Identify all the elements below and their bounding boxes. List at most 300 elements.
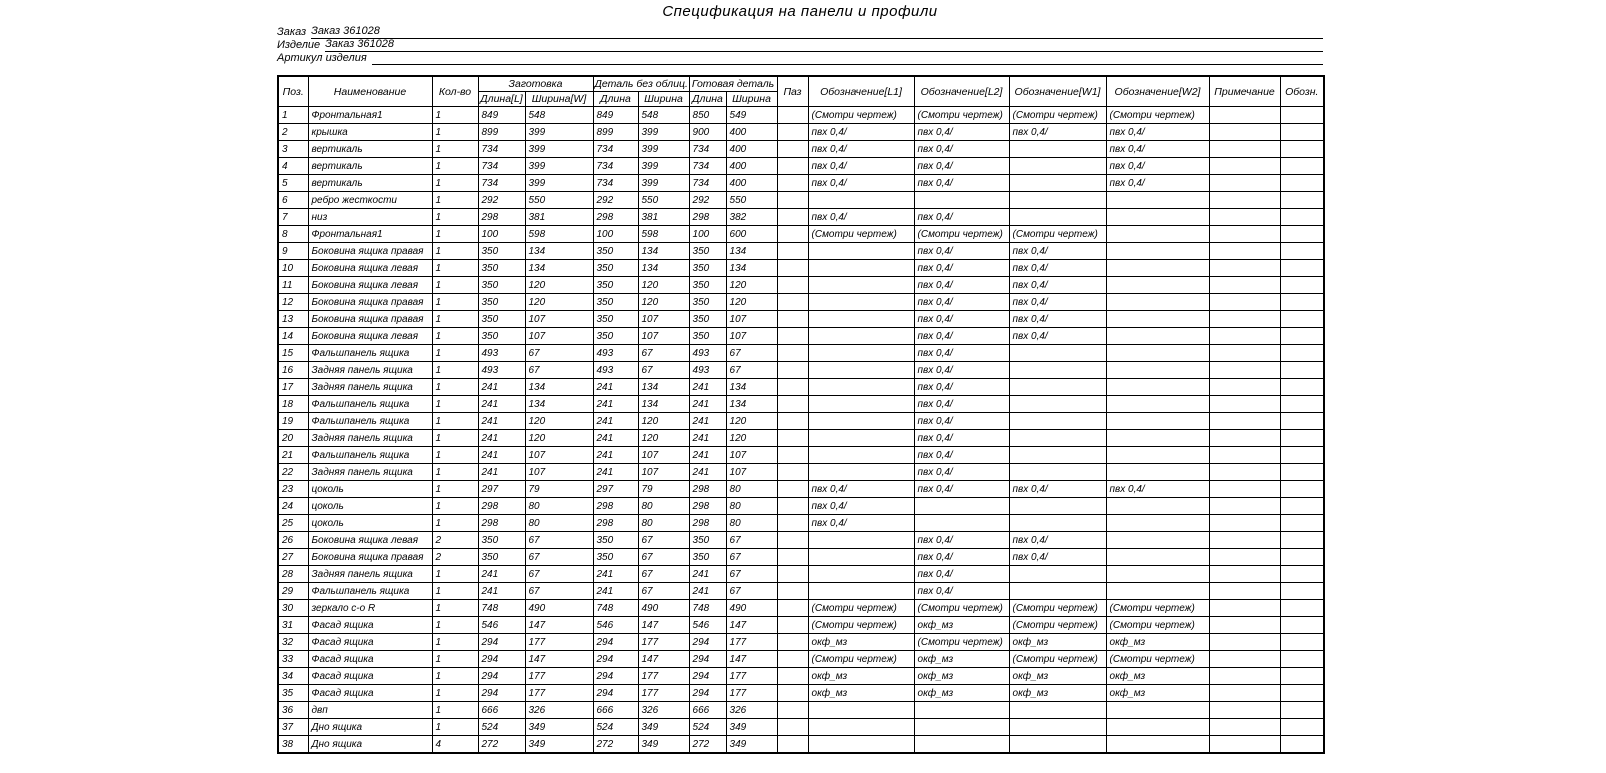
cell-name: Задняя панель ящика: [308, 464, 432, 481]
cell-designation-w2: [1106, 447, 1209, 464]
table-row: [278, 158, 1324, 175]
cell-qty: 1: [432, 379, 478, 396]
cell-pos: 27: [278, 549, 308, 566]
cell-blank-length: 493: [478, 345, 525, 362]
cell-designation-l2: пвх 0,4/: [914, 124, 1009, 141]
cell-designation-w1: [1009, 430, 1106, 447]
cell-finished-width: 67: [726, 566, 777, 583]
cell-qty: 1: [432, 634, 478, 651]
cell-groove: [777, 226, 808, 243]
cell-blank-length: 849: [478, 107, 525, 124]
cell-note: [1209, 634, 1280, 651]
cell-note: [1209, 362, 1280, 379]
cell-name: Задняя панель ящика: [308, 379, 432, 396]
cell-designation-l1: (Смотри чертеж): [808, 226, 914, 243]
cell-pos: 12: [278, 294, 308, 311]
cell-groove: [777, 549, 808, 566]
cell-finished-length: 350: [689, 277, 726, 294]
cell-name: Задняя панель ящика: [308, 430, 432, 447]
cell-name: Боковина ящика левая: [308, 260, 432, 277]
order-field-label: Заказ: [277, 26, 307, 38]
cell-blank-length: 666: [478, 702, 525, 719]
cell-designation-w1: (Смотри чертеж): [1009, 617, 1106, 634]
cell-groove: [777, 447, 808, 464]
cell-designation-w1: [1009, 209, 1106, 226]
cell-qty: 1: [432, 175, 478, 192]
table-row: [278, 294, 1324, 311]
cell-unfaced-width: 548: [638, 107, 689, 124]
cell-unfaced-length: 297: [593, 481, 638, 498]
cell-qty: 1: [432, 124, 478, 141]
cell-designation-l1: (Смотри чертеж): [808, 617, 914, 634]
cell-name: Фасад ящика: [308, 634, 432, 651]
cell-designation: [1280, 328, 1324, 345]
cell-finished-width: 600: [726, 226, 777, 243]
table-row: [278, 447, 1324, 464]
cell-groove: [777, 532, 808, 549]
cell-designation-w2: (Смотри чертеж): [1106, 600, 1209, 617]
cell-unfaced-length: 493: [593, 345, 638, 362]
cell-designation: [1280, 447, 1324, 464]
cell-blank-width: 120: [525, 430, 593, 447]
cell-name: Фронтальная1: [308, 107, 432, 124]
cell-designation: [1280, 566, 1324, 583]
cell-finished-length: 241: [689, 464, 726, 481]
cell-blank-length: 294: [478, 651, 525, 668]
cell-name: Фасад ящика: [308, 617, 432, 634]
cell-unfaced-length: 100: [593, 226, 638, 243]
cell-blank-length: 350: [478, 549, 525, 566]
cell-qty: 1: [432, 192, 478, 209]
cell-designation-w2: [1106, 345, 1209, 362]
cell-note: [1209, 192, 1280, 209]
cell-finished-width: 349: [726, 736, 777, 754]
cell-designation-w2: [1106, 532, 1209, 549]
cell-unfaced-width: 147: [638, 651, 689, 668]
cell-designation-l1: [808, 243, 914, 260]
cell-blank-length: 350: [478, 260, 525, 277]
cell-finished-width: 550: [726, 192, 777, 209]
cell-blank-length: 294: [478, 668, 525, 685]
cell-note: [1209, 277, 1280, 294]
cell-designation-w1: пвх 0,4/: [1009, 277, 1106, 294]
cell-pos: 7: [278, 209, 308, 226]
cell-designation-w1: [1009, 175, 1106, 192]
cell-groove: [777, 396, 808, 413]
cell-pos: 22: [278, 464, 308, 481]
cell-pos: 21: [278, 447, 308, 464]
cell-groove: [777, 107, 808, 124]
table-row: [278, 532, 1324, 549]
cell-groove: [777, 736, 808, 754]
cell-blank-length: 350: [478, 243, 525, 260]
cell-designation-w2: [1106, 379, 1209, 396]
cell-qty: 1: [432, 107, 478, 124]
cell-name: Фальшпанель ящика: [308, 447, 432, 464]
cell-designation: [1280, 634, 1324, 651]
cell-designation-l1: [808, 430, 914, 447]
cell-designation-l1: пвх 0,4/: [808, 124, 914, 141]
cell-finished-length: 350: [689, 532, 726, 549]
column-header-pos: Поз.: [278, 76, 308, 107]
cell-designation-l1: [808, 345, 914, 362]
cell-groove: [777, 413, 808, 430]
cell-finished-width: 177: [726, 634, 777, 651]
cell-designation-w2: [1106, 226, 1209, 243]
cell-blank-width: 120: [525, 277, 593, 294]
cell-designation-w1: пвх 0,4/: [1009, 311, 1106, 328]
cell-note: [1209, 396, 1280, 413]
cell-unfaced-width: 120: [638, 413, 689, 430]
cell-pos: 28: [278, 566, 308, 583]
cell-designation-w2: [1106, 260, 1209, 277]
cell-finished-length: 294: [689, 668, 726, 685]
cell-groove: [777, 515, 808, 532]
table-row: [278, 685, 1324, 702]
cell-note: [1209, 532, 1280, 549]
cell-blank-length: 298: [478, 209, 525, 226]
cell-designation-w1: [1009, 498, 1106, 515]
cell-finished-length: 292: [689, 192, 726, 209]
cell-designation: [1280, 668, 1324, 685]
cell-name: крышка: [308, 124, 432, 141]
cell-designation-l2: пвх 0,4/: [914, 345, 1009, 362]
article-field-value: [372, 51, 1323, 65]
cell-blank-width: 147: [525, 651, 593, 668]
cell-finished-width: 80: [726, 481, 777, 498]
cell-qty: 1: [432, 226, 478, 243]
cell-unfaced-length: 241: [593, 396, 638, 413]
cell-designation-l2: [914, 498, 1009, 515]
cell-unfaced-length: 241: [593, 379, 638, 396]
cell-blank-length: 241: [478, 464, 525, 481]
table-row: [278, 124, 1324, 141]
cell-designation-l2: пвх 0,4/: [914, 464, 1009, 481]
cell-finished-width: 120: [726, 277, 777, 294]
cell-finished-length: 241: [689, 430, 726, 447]
cell-designation-w2: (Смотри чертеж): [1106, 107, 1209, 124]
cell-finished-length: 734: [689, 141, 726, 158]
cell-unfaced-width: 349: [638, 719, 689, 736]
cell-designation-w2: [1106, 515, 1209, 532]
cell-designation-l1: [808, 413, 914, 430]
cell-unfaced-width: 120: [638, 277, 689, 294]
cell-unfaced-width: 550: [638, 192, 689, 209]
cell-name: вертикаль: [308, 175, 432, 192]
cell-designation-l2: (Смотри чертеж): [914, 107, 1009, 124]
cell-pos: 3: [278, 141, 308, 158]
cell-designation-w1: (Смотри чертеж): [1009, 107, 1106, 124]
cell-designation-l2: пвх 0,4/: [914, 294, 1009, 311]
cell-groove: [777, 617, 808, 634]
cell-groove: [777, 481, 808, 498]
cell-unfaced-length: 241: [593, 430, 638, 447]
cell-note: [1209, 175, 1280, 192]
table-row: [278, 362, 1324, 379]
cell-blank-length: 734: [478, 141, 525, 158]
cell-pos: 4: [278, 158, 308, 175]
cell-blank-width: 67: [525, 362, 593, 379]
cell-designation-l1: [808, 362, 914, 379]
cell-qty: 1: [432, 719, 478, 736]
cell-designation: [1280, 651, 1324, 668]
cell-unfaced-width: 177: [638, 634, 689, 651]
cell-unfaced-length: 524: [593, 719, 638, 736]
cell-designation-w1: пвх 0,4/: [1009, 124, 1106, 141]
cell-note: [1209, 617, 1280, 634]
cell-unfaced-width: 134: [638, 396, 689, 413]
cell-note: [1209, 447, 1280, 464]
cell-unfaced-length: 748: [593, 600, 638, 617]
cell-groove: [777, 158, 808, 175]
cell-qty: 1: [432, 617, 478, 634]
column-header-note: Примечание: [1209, 76, 1280, 107]
cell-designation-w1: пвх 0,4/: [1009, 243, 1106, 260]
cell-designation-l2: пвх 0,4/: [914, 379, 1009, 396]
cell-blank-width: 177: [525, 668, 593, 685]
cell-designation-l2: пвх 0,4/: [914, 260, 1009, 277]
cell-blank-length: 298: [478, 498, 525, 515]
table-row: [278, 209, 1324, 226]
cell-unfaced-length: 350: [593, 311, 638, 328]
cell-finished-length: 294: [689, 651, 726, 668]
cell-note: [1209, 345, 1280, 362]
cell-blank-length: 272: [478, 736, 525, 754]
cell-blank-width: 107: [525, 328, 593, 345]
cell-pos: 31: [278, 617, 308, 634]
cell-qty: 1: [432, 362, 478, 379]
cell-unfaced-width: 67: [638, 566, 689, 583]
cell-qty: 1: [432, 668, 478, 685]
cell-designation-w2: пвх 0,4/: [1106, 158, 1209, 175]
cell-blank-width: 120: [525, 413, 593, 430]
cell-note: [1209, 600, 1280, 617]
cell-blank-length: 292: [478, 192, 525, 209]
table-row: [278, 583, 1324, 600]
cell-pos: 35: [278, 685, 308, 702]
cell-qty: 1: [432, 328, 478, 345]
cell-designation-w2: [1106, 294, 1209, 311]
cell-blank-width: 67: [525, 566, 593, 583]
cell-unfaced-width: 381: [638, 209, 689, 226]
cell-designation-l1: (Смотри чертеж): [808, 600, 914, 617]
cell-unfaced-width: 80: [638, 515, 689, 532]
cell-designation-l1: (Смотри чертеж): [808, 107, 914, 124]
cell-designation: [1280, 345, 1324, 362]
cell-qty: 1: [432, 311, 478, 328]
cell-finished-length: 241: [689, 583, 726, 600]
cell-unfaced-length: 734: [593, 141, 638, 158]
cell-designation-w2: [1106, 396, 1209, 413]
cell-unfaced-width: 134: [638, 243, 689, 260]
cell-groove: [777, 243, 808, 260]
cell-pos: 9: [278, 243, 308, 260]
cell-finished-length: 350: [689, 294, 726, 311]
table-row: [278, 396, 1324, 413]
cell-pos: 25: [278, 515, 308, 532]
cell-designation: [1280, 141, 1324, 158]
table-row: [278, 464, 1324, 481]
cell-blank-width: 326: [525, 702, 593, 719]
table-row: [278, 634, 1324, 651]
cell-designation-w2: [1106, 736, 1209, 754]
cell-name: Фальшпанель ящика: [308, 396, 432, 413]
cell-groove: [777, 260, 808, 277]
cell-groove: [777, 379, 808, 396]
cell-qty: 1: [432, 447, 478, 464]
column-header-blank-width: Ширина[W]: [525, 92, 593, 107]
cell-finished-width: 549: [726, 107, 777, 124]
cell-blank-length: 241: [478, 583, 525, 600]
cell-designation-w1: [1009, 515, 1106, 532]
cell-pos: 29: [278, 583, 308, 600]
table-row: [278, 736, 1324, 754]
cell-unfaced-length: 294: [593, 651, 638, 668]
cell-designation: [1280, 260, 1324, 277]
table-row: [278, 600, 1324, 617]
column-group-unfaced: Деталь без облиц.: [594, 78, 688, 90]
cell-pos: 1: [278, 107, 308, 124]
cell-note: [1209, 124, 1280, 141]
cell-blank-width: 67: [525, 583, 593, 600]
cell-qty: 1: [432, 243, 478, 260]
cell-designation: [1280, 226, 1324, 243]
column-header-finished-width: Ширина: [726, 92, 777, 107]
cell-designation-w2: (Смотри чертеж): [1106, 617, 1209, 634]
cell-unfaced-length: 294: [593, 634, 638, 651]
cell-note: [1209, 141, 1280, 158]
cell-designation: [1280, 209, 1324, 226]
cell-pos: 36: [278, 702, 308, 719]
table-row: [278, 226, 1324, 243]
cell-pos: 18: [278, 396, 308, 413]
cell-pos: 30: [278, 600, 308, 617]
cell-qty: 1: [432, 481, 478, 498]
cell-finished-length: 350: [689, 311, 726, 328]
cell-qty: 1: [432, 158, 478, 175]
cell-designation-w1: [1009, 396, 1106, 413]
cell-groove: [777, 192, 808, 209]
cell-designation-w2: [1106, 464, 1209, 481]
cell-designation: [1280, 464, 1324, 481]
cell-designation: [1280, 311, 1324, 328]
cell-groove: [777, 175, 808, 192]
column-header-designation: Обозн.: [1280, 76, 1324, 107]
cell-blank-width: 134: [525, 260, 593, 277]
cell-designation-w2: окф_мз: [1106, 668, 1209, 685]
cell-designation-w2: [1106, 583, 1209, 600]
article-field: [277, 52, 1323, 65]
cell-note: [1209, 549, 1280, 566]
cell-finished-length: 524: [689, 719, 726, 736]
cell-pos: 20: [278, 430, 308, 447]
cell-designation-w2: [1106, 413, 1209, 430]
table-row: [278, 617, 1324, 634]
cell-designation-l2: пвх 0,4/: [914, 396, 1009, 413]
order-field-value: Заказ 361028: [311, 25, 1323, 39]
cell-qty: 1: [432, 413, 478, 430]
cell-designation-w2: [1106, 549, 1209, 566]
column-header-blank-length: Длина[L]: [478, 92, 525, 107]
table-row: [278, 141, 1324, 158]
cell-designation-w2: пвх 0,4/: [1106, 175, 1209, 192]
table-row: [278, 328, 1324, 345]
cell-qty: 1: [432, 464, 478, 481]
table-header: [278, 76, 1324, 107]
cell-note: [1209, 413, 1280, 430]
cell-name: Задняя панель ящика: [308, 566, 432, 583]
cell-finished-length: 350: [689, 243, 726, 260]
cell-designation-l2: окф_мз: [914, 617, 1009, 634]
cell-qty: 2: [432, 549, 478, 566]
cell-blank-width: 399: [525, 124, 593, 141]
cell-designation-l2: (Смотри чертеж): [914, 634, 1009, 651]
cell-designation: [1280, 413, 1324, 430]
cell-unfaced-width: 134: [638, 260, 689, 277]
cell-name: ребро жесткости: [308, 192, 432, 209]
table-row: [278, 481, 1324, 498]
cell-designation-l1: [808, 260, 914, 277]
cell-designation-w1: пвх 0,4/: [1009, 328, 1106, 345]
cell-unfaced-width: 177: [638, 668, 689, 685]
cell-finished-width: 120: [726, 294, 777, 311]
cell-designation: [1280, 498, 1324, 515]
cell-blank-width: 349: [525, 719, 593, 736]
cell-note: [1209, 260, 1280, 277]
cell-blank-width: 107: [525, 447, 593, 464]
cell-finished-length: 900: [689, 124, 726, 141]
cell-designation-l2: пвх 0,4/: [914, 532, 1009, 549]
cell-blank-width: 381: [525, 209, 593, 226]
cell-pos: 6: [278, 192, 308, 209]
cell-designation-l1: пвх 0,4/: [808, 158, 914, 175]
cell-unfaced-length: 272: [593, 736, 638, 754]
cell-finished-width: 134: [726, 379, 777, 396]
cell-unfaced-length: 298: [593, 498, 638, 515]
cell-qty: 1: [432, 430, 478, 447]
cell-designation: [1280, 583, 1324, 600]
cell-blank-width: 120: [525, 294, 593, 311]
cell-designation-l2: пвх 0,4/: [914, 430, 1009, 447]
cell-designation-w2: [1106, 719, 1209, 736]
cell-unfaced-width: 80: [638, 498, 689, 515]
cell-designation-w1: [1009, 583, 1106, 600]
cell-finished-width: 80: [726, 498, 777, 515]
cell-finished-length: 734: [689, 158, 726, 175]
cell-finished-width: 400: [726, 158, 777, 175]
column-header-designation-l2: Обозначение[L2]: [914, 76, 1009, 107]
cell-name: Боковина ящика правая: [308, 311, 432, 328]
cell-blank-length: 350: [478, 294, 525, 311]
cell-finished-length: 546: [689, 617, 726, 634]
cell-designation-l2: пвх 0,4/: [914, 277, 1009, 294]
cell-note: [1209, 294, 1280, 311]
table-row: [278, 668, 1324, 685]
cell-groove: [777, 651, 808, 668]
cell-designation-l2: пвх 0,4/: [914, 328, 1009, 345]
cell-qty: 1: [432, 294, 478, 311]
cell-designation-w1: [1009, 719, 1106, 736]
cell-pos: 11: [278, 277, 308, 294]
cell-blank-width: 134: [525, 243, 593, 260]
cell-unfaced-length: 899: [593, 124, 638, 141]
cell-note: [1209, 328, 1280, 345]
article-field-label: Артикул изделия: [277, 52, 367, 64]
cell-designation: [1280, 600, 1324, 617]
cell-groove: [777, 498, 808, 515]
cell-blank-width: 79: [525, 481, 593, 498]
cell-designation-l1: пвх 0,4/: [808, 141, 914, 158]
